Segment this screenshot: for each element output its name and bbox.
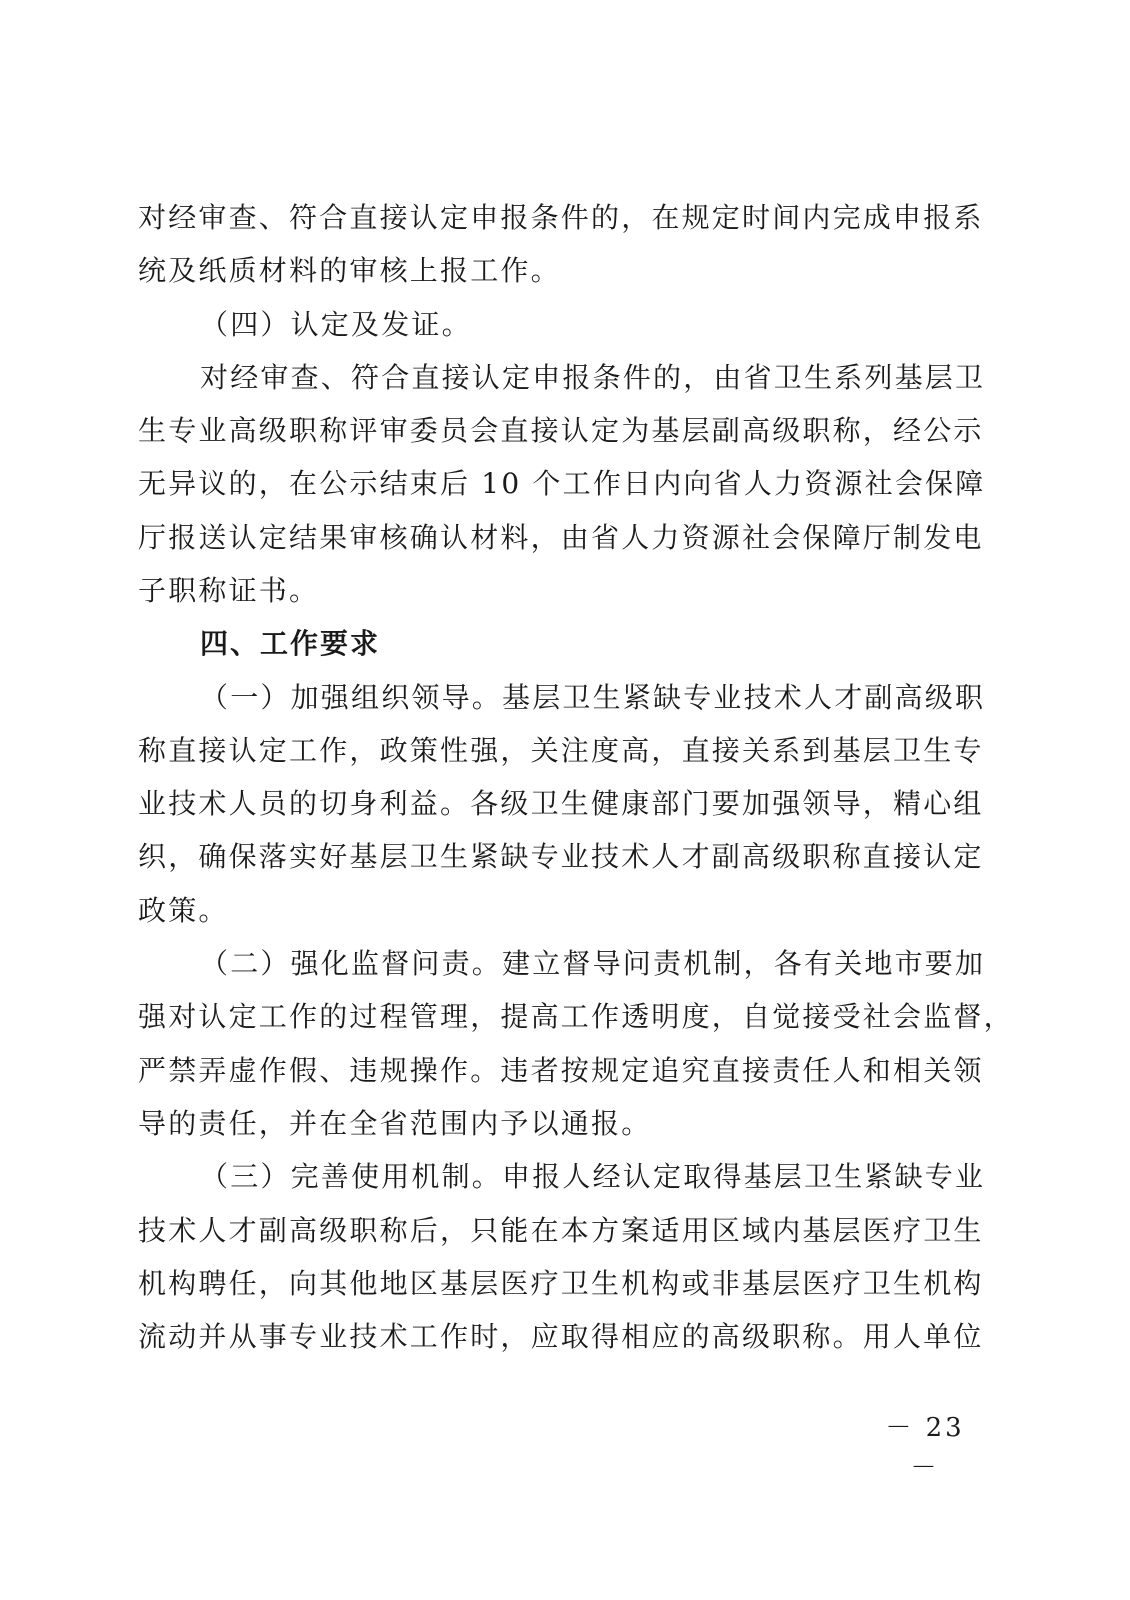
body-line: 强对认定工作的过程管理，提高工作透明度，自觉接受社会监督， (138, 1000, 1014, 1033)
body-line: 对经审查、符合直接认定申报条件的，在规定时间内完成申报系 (138, 201, 984, 234)
body-line: 无异议的，在公示结束后 10 个工作日内向省人力资源社会保障 (138, 467, 986, 500)
body-line: 称直接认定工作，政策性强，关注度高，直接关系到基层卫生专 (138, 734, 984, 767)
subsection-heading: （四）认定及发证。 (200, 308, 472, 341)
body-line: 政策。 (138, 894, 229, 927)
body-line: 导的责任，并在全省范围内予以通报。 (138, 1107, 652, 1140)
body-line: 厅报送认定结果审核确认材料，由省人力资源社会保障厅制发电 (138, 521, 984, 554)
page-number: － 23 － (885, 1413, 965, 1483)
body-line: 流动并从事专业技术工作时，应取得相应的高级职称。用人单位 (138, 1320, 984, 1353)
body-line: 业技术人员的切身利益。各级卫生健康部门要加强领导，精心组 (138, 787, 984, 820)
body-line: 严禁弄虚作假、违规操作。违者按规定追究直接责任人和相关领 (138, 1054, 984, 1087)
body-line: 机构聘任，向其他地区基层医疗卫生机构或非基层医疗卫生机构 (138, 1267, 984, 1300)
body-line: （三）完善使用机制。申报人经认定取得基层卫生紧缺专业 (200, 1160, 986, 1193)
body-line: 技术人才副高级职称后，只能在本方案适用区域内基层医疗卫生 (138, 1214, 984, 1247)
body-line: 子职称证书。 (138, 574, 320, 607)
body-line: 统及纸质材料的审核上报工作。 (138, 254, 561, 287)
body-line: 生专业高级职称评审委员会直接认定为基层副高级职称，经公示 (138, 414, 984, 447)
body-line: 织，确保落实好基层卫生紧缺专业技术人才副高级职称直接认定 (138, 840, 984, 873)
body-line: （二）强化监督问责。建立督导问责机制，各有关地市要加 (200, 947, 986, 980)
body-line: （一）加强组织领导。基层卫生紧缺专业技术人才副高级职 (200, 681, 986, 714)
body-line: 对经审查、符合直接认定申报条件的，由省卫生系列基层卫 (200, 361, 986, 394)
section-heading: 四、工作要求 (200, 627, 381, 660)
